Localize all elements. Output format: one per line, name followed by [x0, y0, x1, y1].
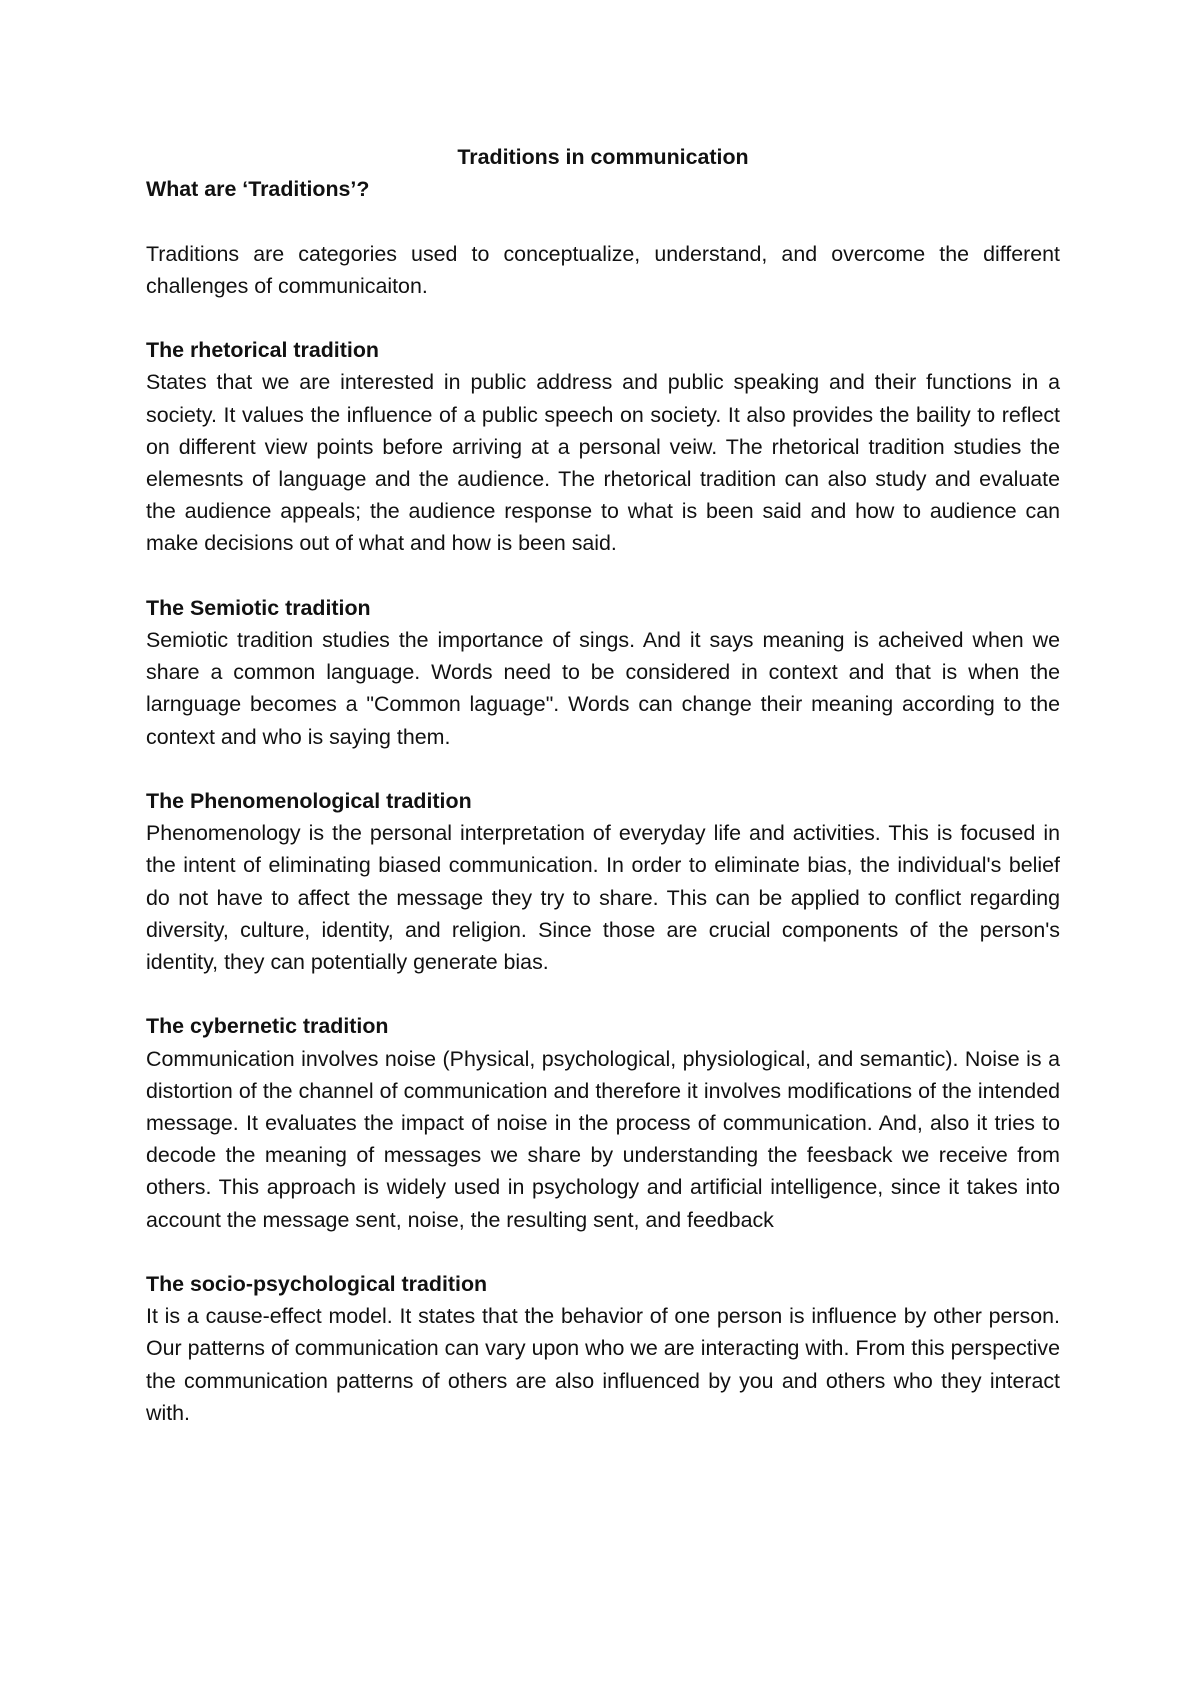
spacer: [146, 205, 1060, 237]
section-rhetorical: [146, 334, 1060, 559]
document-title: Traditions in communication: [457, 145, 749, 169]
section-semiotic: [146, 592, 1060, 753]
section-heading: The cybernetic tradition: [146, 1014, 389, 1039]
section-phenomenological: [146, 785, 1060, 978]
section-heading: The rhetorical tradition: [146, 338, 379, 363]
section-cybernetic: [146, 1010, 1060, 1235]
section-heading: The socio-psychological tradition: [146, 1272, 488, 1297]
section-body: It is a cause-effect model. It states that the behavior of one person is influence by other person. Our patterns of communication can vary upon who we are interacting with. From this perspective the communication patterns of others are also influenced by you and others who they interact with.: [146, 1304, 1060, 1425]
spacer: [146, 560, 1060, 592]
spacer: [146, 978, 1060, 1010]
section-body: States that we are interested in public address and public speaking and their functions in a society. It values the influence of a public speech on society. It also provides the baility to reflect on different view points before arriving at a personal veiw. The rhetorical tradition studies the elemesnts of language and the audience. The rhetorical tradition can also study and evaluate the audience appeals; the audience response to what is been said and how to audience can make decisions out of what and how is been said.: [146, 370, 1060, 556]
section-body: Semiotic tradition studies the importance of sings. And it says meaning is acheived when we share a common language. Words need to be considered in context and that is when the larnguage becomes a "Common laguage". Words can change their meaning according to the context and who is saying them.: [146, 628, 1060, 749]
spacer: [146, 302, 1060, 334]
section-heading: The Phenomenological tradition: [146, 789, 472, 813]
section-socio-psychological: [146, 1268, 1060, 1429]
intro-heading: What are ‘Traditions’?: [146, 177, 370, 202]
section-body: Communication involves noise (Physical, psychological, physiological, and semantic). Noise is a distortion of the channel of communication and therefore it involves modifications of the intended message. It evaluates the impact of noise in the process of communication. And, also it tries to decode the meaning of messages we share by understanding the feesback we receive from others. This approach is widely used in psychology and artificial intelligence, since it takes into account the message sent, noise, the resulting sent, and feedback: [146, 1046, 1060, 1232]
document-page: [146, 141, 1060, 1429]
spacer: [146, 753, 1060, 785]
section-heading: The Semiotic tradition: [146, 595, 371, 620]
intro-paragraph: Traditions are categories used to conceptualize, understand, and overcome the different challenges of communicaiton.: [146, 241, 1060, 298]
section-body: Phenomenology is the personal interpretation of everyday life and activities. This is focused in the intent of eliminating biased communication. In order to eliminate bias, the individual's belief do not have to affect the message they try to share. This can be applied to conflict regarding diversity, culture, identity, and religion. Since those are crucial components of the person's identity, they can potentially generate bias.: [146, 821, 1060, 975]
spacer: [146, 1236, 1060, 1268]
